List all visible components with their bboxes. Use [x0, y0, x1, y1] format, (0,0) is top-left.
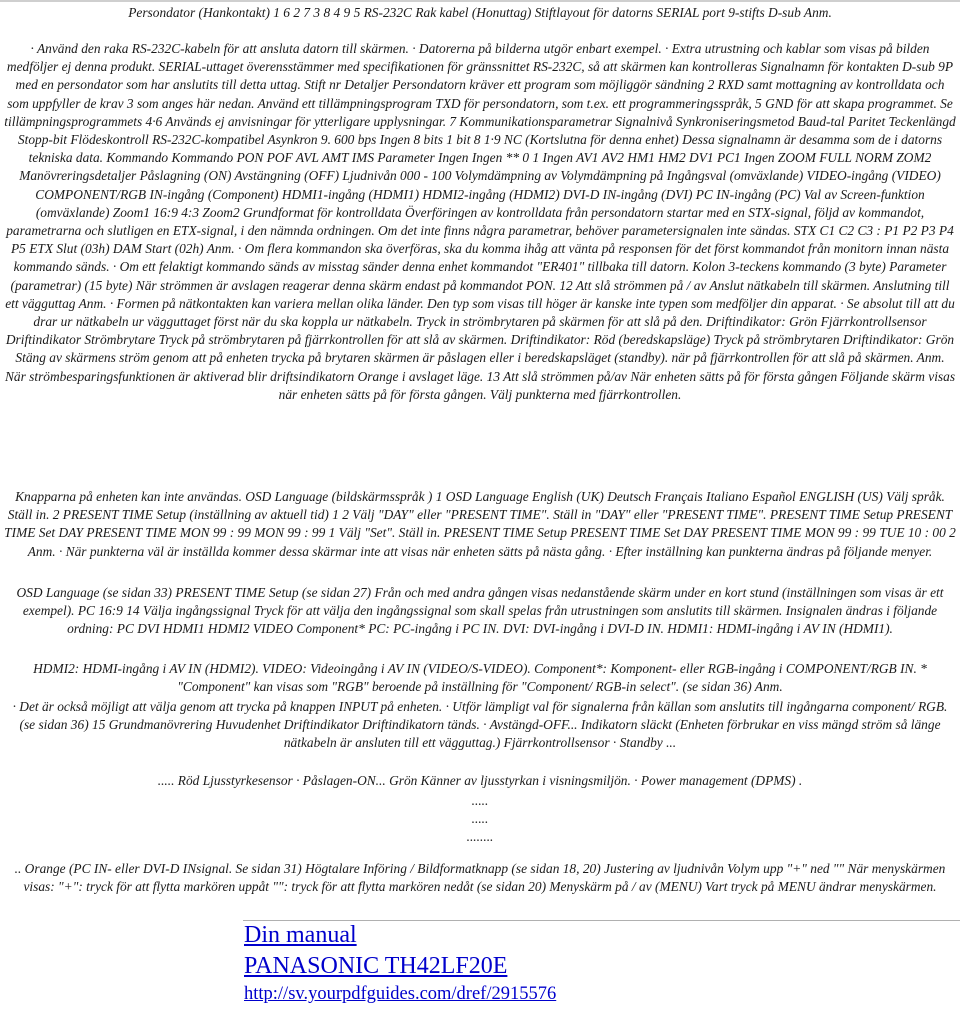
paragraph-ellipsis-2: .....: [471, 811, 489, 826]
paragraph-input-list: HDMI2: HDMI-ingång i AV IN (HDMI2). VIDEO: Videoingång i AV IN (VIDEO/S-VIDEO). Component*: Komponent- eller RGB-ingång i COMPONENT/RGB IN. * "Component" kan visas som "RGB" beroende på inställning för "Component/ RGB-in select". (se sidan 36) Anm.: [33, 661, 927, 695]
paragraph-connector-intro: Persondator (Hankontakt) 1 6 2 7 3 8 4 9 5 RS-232C Rak kabel (Honuttag) Stiftlayout för datorns SERIAL port 9-stifts D-sub Anm.: [128, 5, 832, 20]
paragraph-ellipsis-3: ........: [466, 829, 494, 844]
top-divider: [0, 0, 960, 2]
manual-url-link[interactable]: http://sv.yourpdfguides.com/dref/2915576: [244, 984, 557, 1004]
paragraph-first-setup: Knapparna på enheten kan inte användas. OSD Language (bildskärmsspråk ) 1 OSD Language English (UK) Deutsch Français Italiano Español ENGLISH (US) Välj språk. Ställ in. 2 PRESENT TIME Setup (inställning av aktuell tid) 1 2 Välj "DAY" eller "PRESENT TIME". Ställ in "DAY" eller "PRESENT TIME". PRESENT TIME Setup PRESENT TIME Set DAY PRESENT TIME MON 99 : 99 MON 99 : 99 1 Välj "Set". Ställ in. PRESENT TIME Setup PRESENT TIME Set DAY PRESENT TIME MON 99 : 99 TUE 10 : 00 2 Anm. · När punkterna väl är inställda kommer dessa skärmar inte att visas när enheten sätts på nästa gång. · Efter inställning kan punkterna ändras på följande menyer.: [4, 489, 956, 559]
paragraph-input-selection: OSD Language (se sidan 33) PRESENT TIME Setup (se sidan 27) Från och med andra gången visas nedanstående skärm under en kort stund (inställningen som visas är ett exempel). PC 16:9 14 Välja ingångssignal Tryck för att välja den ingångssignal som skall spelas från utrustningen som anslutits till skärmen. Insignalen ändras i följande ordning: PC DVI HDMI1 HDMI2 VIDEO Component* PC: PC-ingång i PC IN. DVI: DVI-ingång i DVI-D IN. HDMI1: HDMI-ingång i AV IN (HDMI1).: [16, 585, 944, 637]
manual-product-link[interactable]: PANASONIC TH42LF20E: [244, 953, 508, 979]
manual-title-link[interactable]: Din manual: [244, 922, 357, 948]
footer-divider: [243, 920, 960, 921]
paragraph-indicator-states: ..... Röd Ljusstyrkesensor · Påslagen-ON... Grön Känner av ljusstyrkan i visningsmiljön. · Power management (DPMS) .: [157, 773, 803, 788]
paragraph-rs232c-details: · Använd den raka RS-232C-kabeln för att ansluta datorn till skärmen. · Datorerna på bilderna utgör enbart exempel. · Extra utrustning och kablar som visas på bilden medföljer ej denna produkt. SERIAL-uttaget överensstämmer med specifikationen för gränssnittet RS-232C, så att skärmen kan kontrolleras Signalnamn för kontakten D-sub 9P med en persondator som har anslutits till detta uttag. Stift nr Detaljer Persondatorn kräver ett program som möjliggör sändning 2 RXD samt mottagning av kontrolldata och som uppfyller de krav 3 som anges här nedan. Använd ett tillämpningsprogram TXD för persondatorn, som t.ex. ett programmeringsspråk, 5 GND för att skapa programmet. Se tillämpningsprogrammets 4·6 Används ej anvisningar för ytterligare upplysningar. 7 Kommunikationsparametrar Signalnivå Synkroniseringsmetod Baud-tal Paritet Teckenlängd Stopp-bit Flödeskontroll RS-232C-kompatibel Asynkron 9. 600 bps Ingen 8 bits 1 bit 8 1·9 NC (Kortslutna för denna enhet) Dessa signalnamn är desamma som de i datorns tekniska data. Kommando Kommando PON POF AVL AMT IMS Parameter Ingen Ingen ** 0 1 Ingen AV1 AV2 HM1 HM2 DV1 PC1 Ingen ZOOM FULL NORM ZOM2 Manövreringsdetaljer Påslagning (ON) Avstängning (OFF) Ljudnivån 000 - 100 Volymdämpning av Volymdämpning på Ingångsval (omväxlande) VIDEO-ingång (VIDEO) COMPONENT/RGB IN-ingång (Component) HDMI1-ingång (HDMI1) HDMI2-ingång (HDMI2) DVI-D IN-ingång (DVI) PC IN-ingång (PC) Val av Screen-funktion (omväxlande) Zoom1 16:9 4:3 Zoom2 Grundformat för kontrolldata Överföringen av kontrolldata från persondatorn startar med en STX-signal, följd av kommandot, parametrarna och slutligen en ETX-signal, i den nämnda ordningen. Om det inte finns några parametrar, behöver parametersignalen inte sändas. STX C1 C2 C3 : P1 P2 P3 P4 P5 ETX Slut (03h) DAM Start (02h) Anm. · Om flera kommandon ska överföras, ska du komma ihåg att vänta på responsen för det först kommandot från monitorn innan nästa kommando sänds. · Om ett felaktigt kommando sänds av misstag sänder denna enhet kommandot "ER401" tillbaka till datorn. Kolon 3-teckens kommando (3 byte) Parameter (parametrar) (15 byte) När strömmen är avslagen reagerar denna skärm endast på kommandot PON. 12 Att slå strömmen på / av Anslut nätkabeln till skärmen. Anslutning till ett vägguttag Anm. · Formen på nätkontakten kan variera mellan olika länder. Den typ som visas till höger är kanske inte typen som medföljer din apparat. · Se absolut till att du drar ur nätkabeln ur vägguttaget först när du ska koppla ur nätkabeln. Tryck in strömbrytaren på skärmen för att slå på den. Driftindikator: Grön Fjärrkontrollsensor Driftindikator Strömbrytare Tryck på strömbrytaren på fjärrkontrollen för att slå av skärmen. Driftindikator: Röd (beredskapsläge) Tryck på strömbrytaren Driftindikator: Grön Stäng av skärmens ström genom att på enheten trycka på brytaren skärmen är påslagen eller i beredskapsläget (standby). när på fjärrkontrollen för att slå på skärmen. Anm. När strömbesparingsfunktionen är aktiverad blir driftsindikatorn Orange i avslaget läge. 13 Att slå strömmen på/av När enheten sätts på för första gången Följande skärm visas när enheten sätts på för första gången. Välj punkterna med fjärrkontrollen.: [4, 41, 956, 402]
manual-footer: [0, 920, 960, 1017]
paragraph-ellipsis-1: .....: [471, 793, 489, 808]
paragraph-basic-operation: · Det är också möjligt att välja genom att trycka på knappen INPUT på enheten. · Utför lämpligt val för signalerna från källan som anslutits till ingångarna component/ RGB. (se sidan 36) 15 Grundmanövrering Huvudenhet Driftindikator Driftindikatorn tänds. · Avstängd-OFF... Indikatorn släckt (Enheten förbrukar en viss mängd ström så länge nätkabeln är ansluten till ett vägguttag.) Fjärrkontrollsensor · Standby ...: [12, 699, 948, 751]
paragraph-volume-menu: .. Orange (PC IN- eller DVI-D INsignal. Se sidan 31) Högtalare Införing / Bildformatknapp (se sidan 18, 20) Justering av ljudnivån Volym upp "+" ned "" När menyskärmen visas: "+": tryck för att flytta markören uppåt "": tryck för att flytta markören nedåt (se sidan 20) Menyskärm på / av (MENU) Vart tryck på MENU ändrar menyskärmen.: [14, 861, 946, 895]
